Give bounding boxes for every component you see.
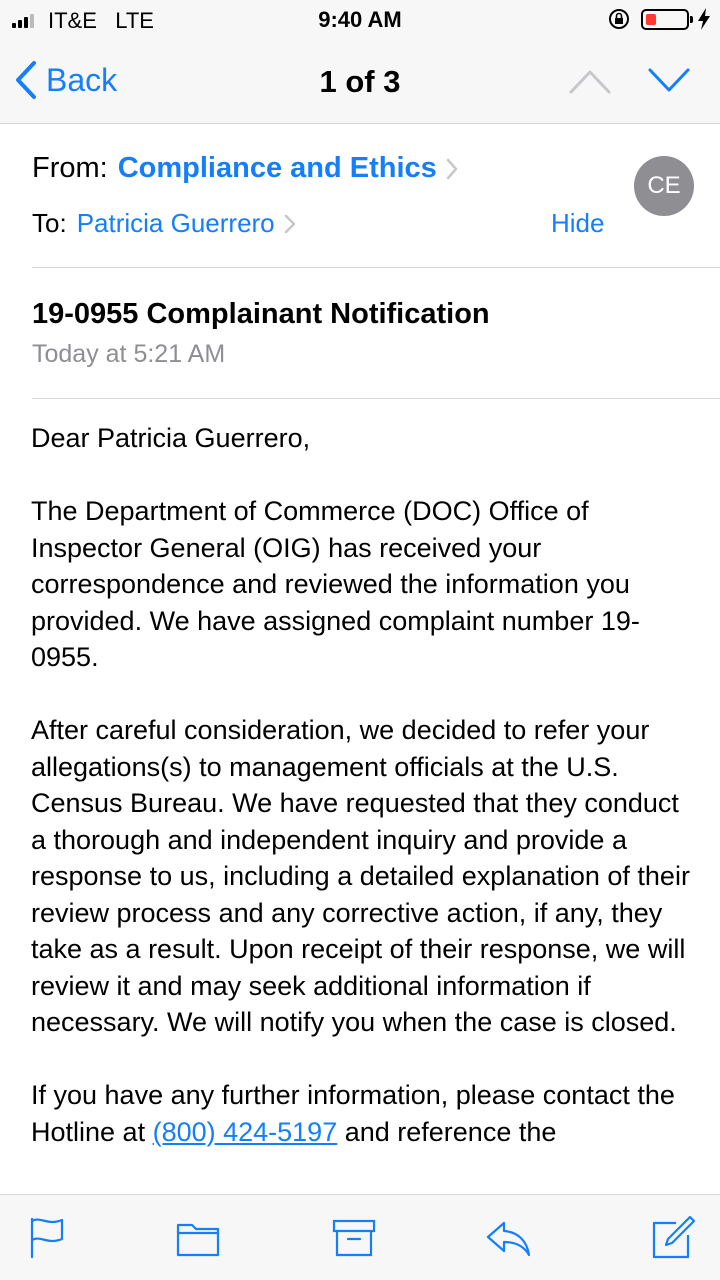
navigation-bar <box>0 40 720 124</box>
previous-message-chevron-up-icon[interactable] <box>568 66 612 96</box>
header-divider <box>32 267 720 268</box>
carrier-name: IT&E <box>48 8 97 33</box>
charging-bolt-icon <box>697 8 711 30</box>
body-paragraph-2: After careful consideration, we decided to refer your allegations(s) to management officials at the U.S. Census Bureau. We have requested that they conduct a thorough and independent inquiry and provide a response to us, including a detailed explanation of their review process and any corrective action, if any, they take as a result. Upon receipt of their response, we will review it and may seek additional information if necessary. We will notify you when the case is closed. <box>31 715 690 1037</box>
rotation-lock-icon <box>608 8 630 30</box>
to-row <box>32 208 297 239</box>
message-date: Today at 5:21 AM <box>32 340 226 368</box>
paragraph-3-text: If you have any further information, please contact the Hotline at <box>31 1080 675 1147</box>
reply-icon[interactable] <box>484 1215 532 1259</box>
from-row <box>32 152 459 185</box>
recipient-name[interactable]: Patricia Guerrero <box>76 208 275 238</box>
message-body <box>31 420 699 1194</box>
next-message-chevron-down-icon[interactable] <box>647 66 691 96</box>
folder-icon[interactable] <box>174 1215 222 1259</box>
greeting: Dear Patricia Guerrero, <box>31 423 311 453</box>
battery-icon <box>641 9 689 30</box>
network-type: LTE <box>115 8 154 33</box>
subject-divider <box>32 398 720 399</box>
hotline-phone-link[interactable]: (800) 424-5197 <box>152 1116 338 1147</box>
compose-icon[interactable] <box>650 1215 698 1259</box>
paragraph-3-text-continued: and reference the <box>337 1116 557 1147</box>
body-paragraph-3 <box>31 1077 699 1150</box>
status-bar <box>0 0 720 40</box>
to-label: To: <box>32 208 67 238</box>
sender-avatar[interactable]: CE <box>634 156 694 216</box>
chevron-right-icon <box>445 157 459 181</box>
sender-name[interactable]: Compliance and Ethics <box>117 152 437 184</box>
bottom-toolbar <box>0 1194 720 1280</box>
message-subject: 19-0955 Complainant Notification <box>32 298 490 330</box>
hide-details-link[interactable]: Hide <box>551 208 605 238</box>
back-label: Back <box>46 61 118 98</box>
status-time: 9:40 AM <box>318 7 402 32</box>
from-label: From: <box>32 152 108 184</box>
chevron-right-icon <box>283 213 297 235</box>
message-position-title: 1 of 3 <box>319 64 401 99</box>
archive-icon[interactable] <box>330 1215 378 1259</box>
body-paragraph-1: The Department of Commerce (DOC) Office of Inspector General (OIG) has received your correspondence and reviewed the information you provided. We have assigned complaint number 19-0955. <box>31 496 640 672</box>
flag-icon[interactable] <box>24 1215 72 1259</box>
